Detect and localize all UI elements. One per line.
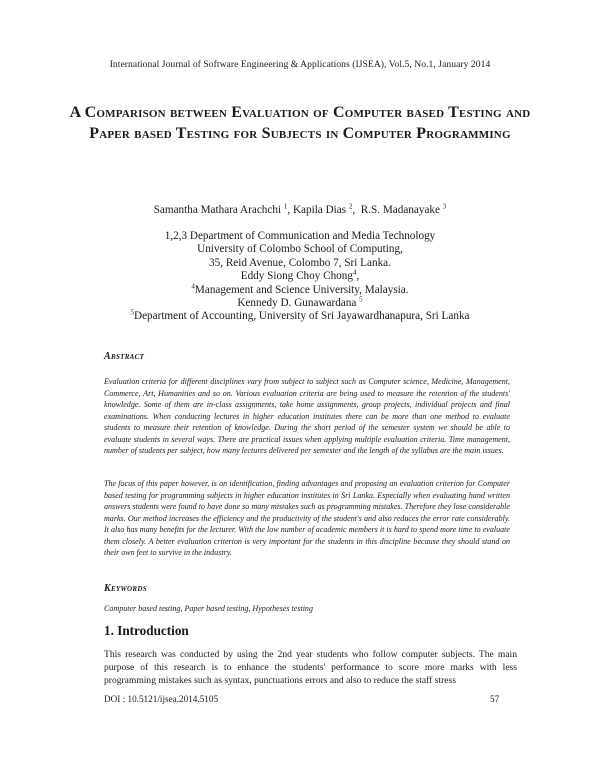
author-name: Kapila Dias (292, 204, 347, 216)
affiliation-line: 1,2,3 Department of Communication and Media Technology (164, 230, 436, 242)
author-sup: 5 (359, 295, 363, 304)
introduction-heading: 1. Introduction (104, 623, 189, 638)
author-name: Kennedy D. Gunawardana (237, 297, 357, 310)
abstract-paragraph-2: The focus of this paper however, is on identification, finding advantages and proposing an evaluation criterion for Computer based testing for programming subjects in higher education institutes in Sri Lanka. Especially when evaluating hand written answers students were found to have done so many mistakes such as programming mistakes. Therefore they lose considerable marks. Our method increases the efficiency and the productivity of the student's and also reduces the error rate considerably. It also has many benefits for the lecturer. With the low number of academic members it is hard to spend more time to evaluate them closely. A better evaluation criterion is very important for the students in this discipline because they should stand on their own feet to survive in the industry. (104, 479, 510, 557)
affiliation-sup: 4 (191, 281, 195, 290)
affiliation-line: 35, Reid Avenue, Colombo 7, Sri Lanka. (209, 256, 391, 269)
author-5 (0, 297, 600, 310)
abstract-paragraph-1: Evaluation criteria for different disciplines vary from subject to subject such as Computer science, Medicine, Management, Commerce, Art, Humanities and so on. Various evaluation criteria are being used to measure the retention of the students' knowledge. Some of them are in-class assignments, take home assignments, group projects, individual projects and final examinations. When conducting lectures in higher education institutes there can be more than one method to evaluate students to measure their retention of knowledge. During the short period of the semester system we should be able to evaluate students in several ways. There are practical issues when applying multiple evaluation criteria. Time management, number of students per subject, how many lectures delivered per semester and the length of the syllabus are the main issues. (104, 377, 510, 455)
keywords-heading: Keywords (104, 583, 147, 594)
author-name: Eddy Siong Choy Chong (240, 270, 353, 283)
affiliation-line: University of Colombo School of Computing, (197, 243, 403, 256)
affiliation-text: Department of Accounting, University of Sri Jayawardhanapura, Sri Lanka (133, 310, 470, 323)
affiliations (0, 230, 600, 324)
author-sup: 4 (352, 268, 357, 277)
author-name: Samantha Mathara Arachchi (153, 204, 282, 216)
affiliation-text: Management and Science University, Malaysia. (194, 283, 409, 296)
introduction-text: This research was conducted by using the 2nd year students who follow computer subjects. The main purpose of this research is to enhance the students' performance to score more marks with less programming mistakes such as syntax, punctuations errors and also to reduce the staff stress (104, 649, 517, 687)
author-sup: 2 (348, 202, 353, 211)
author-list: Samantha Mathara Arachchi $^1$, Kapila Dias $^2$, R.S. Madanayake $^3$ (153, 202, 447, 216)
author-4: Eddy Siong Choy Chong$^4$, (240, 268, 360, 283)
page-number: 57 (490, 694, 500, 704)
author-name: R.S. Madanayake (360, 204, 440, 216)
affiliation-sup: 5 (130, 308, 134, 317)
keywords-text: Computer based testing, Paper based testing, Hypotheses testing (104, 604, 313, 613)
paper-title: A Comparison between Evaluation of Computer based Testing and Paper based Testing for Subjects in Computer Programming (69, 104, 531, 142)
affiliation-line (0, 310, 600, 323)
author-sup: 1 (283, 202, 288, 211)
doi-footer: DOI : 10.5121/ijsea.2014.5105 (104, 694, 219, 704)
affiliation-line (0, 281, 600, 297)
journal-header: International Journal of Software Engineering & Applications (IJSEA), Vol.5, No.1, January 2014 (109, 59, 491, 70)
author-sup: 3 (442, 202, 447, 211)
abstract-heading: Abstract (104, 351, 145, 362)
